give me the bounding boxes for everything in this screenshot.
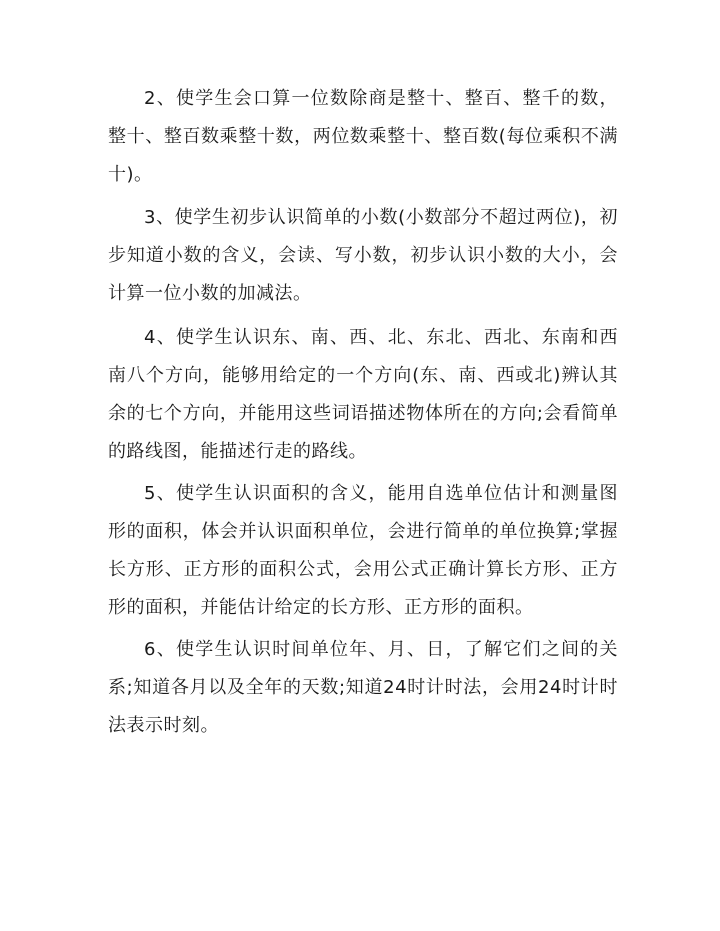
paragraph-objective-5: 5、使学生认识面积的含义，能用自选单位估计和测量图形的面积，体会并认识面积单位，会进行简单的单位换算;掌握长方形、正方形的面积公式，会用公式正确计算长方形、正方形的面积，并能估计给定的长方形、正方形的面积。 (108, 483, 618, 618)
paragraph-objective-6: 6、使学生认识时间单位年、月、日，了解它们之间的关系;知道各月以及全年的天数;知道24时计时法，会用24时计时法表示时刻。 (108, 639, 618, 736)
paragraph-objective-2: 2、使学生会口算一位数除商是整十、整百、整千的数，整十、整百数乘整十数，两位数乘整十、整百数(每位乘积不满十)。 (108, 88, 618, 185)
paragraph-objective-3: 3、使学生初步认识简单的小数(小数部分不超过两位)，初步知道小数的含义，会读、写小数，初步认识小数的大小，会计算一位小数的加减法。 (108, 207, 618, 304)
paragraph-objective-4: 4、使学生认识东、南、西、北、东北、西北、东南和西南八个方向，能够用给定的一个方向(东、南、西或北)辨认其余的七个方向，并能用这些词语描述物体所在的方向;会看简单的路线图，能描述行走的路线。 (108, 327, 618, 462)
